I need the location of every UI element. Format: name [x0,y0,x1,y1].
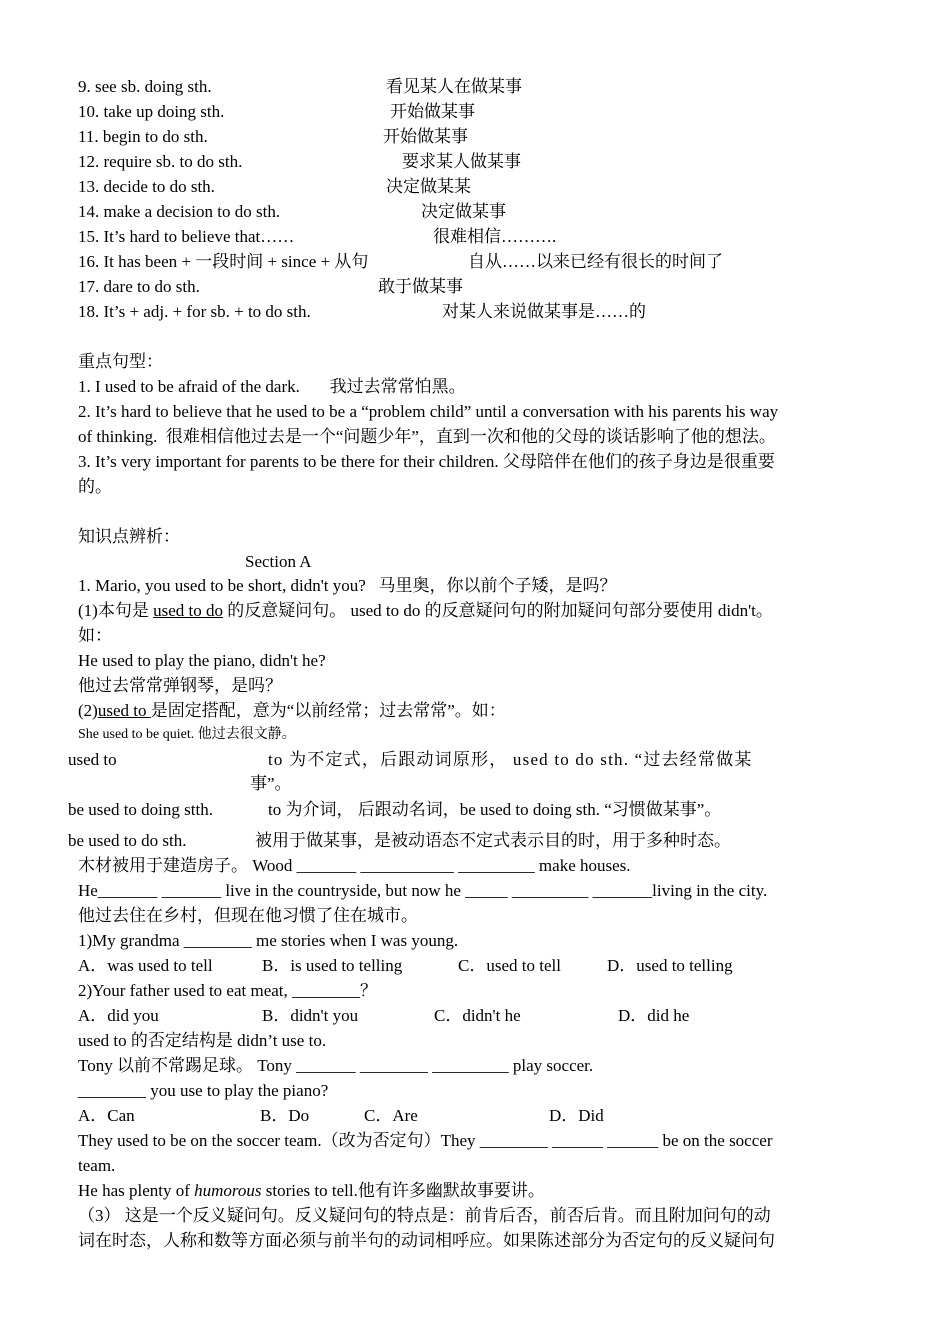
table-row-1-label: used to [68,750,117,769]
note-2-underlined: used to [97,701,151,720]
key-sentence-3-line-1: 3. It’s very important for parents to be there for their children. 父母陪伴在他们的孩子身边是很重要 [78,452,775,471]
question-1: 1. Mario, you used to be short, didn't you? 马里奥，你以前个子矮，是吗？ [78,576,617,595]
fill-blank-2-translation: 他过去住在乡村，但现在他习惯了住在城市。 [78,906,418,925]
note-1-suffix: 的反意疑问句。 used to do 的反意疑问句的附加疑问句部分要使用 didn't。 [222,601,773,620]
phrase-13-en: 13. decide to do sth. [78,177,215,196]
fill-blank-5-line-2: team. [78,1156,116,1175]
key-sentence-2-line-1: 2. It’s hard to believe that he used to be a “problem child” until a conversation with his parents his way [78,402,779,421]
phrase-10-zh: 开始做某事 [390,102,475,121]
example-2: She used to be quiet. 他过去很文静。 [78,727,296,742]
table-row-2-desc: to 为介词， 后跟动名词，be used to doing sth. “习惯做某事”。 [268,800,722,819]
fill-blank-1: 木材被用于建造房子。 Wood _______ ___________ _________ make houses. [78,856,631,875]
phrase-11-en: 11. begin to do sth. [78,127,208,146]
phrase-14-zh: 决定做某事 [421,202,506,221]
phrase-12-zh: 要求某人做某事 [402,152,521,171]
fill-4-option-a: A．Can [78,1106,135,1125]
mc-2-option-c: C．didn't he [434,1006,521,1025]
table-row-1-desc-line-2: 事”。 [250,774,292,793]
mc-1-option-c: C．used to tell [458,956,561,975]
phrase-17-en: 17. dare to do sth. [78,277,200,296]
key-sentence-2-line-2: of thinking. 很难相信他过去是一个“问题少年”，直到一次和他的父母的谈话影响了他的想法。 [78,427,776,446]
analysis-heading: 知识点辨析： [78,527,180,546]
phrase-13-zh: 决定做某某 [386,177,471,196]
example-humorous [78,1180,545,1202]
note-3-line-2: 词在时态，人称和数等方面必须与前半句的动词相呼应。如果陈述部分为否定句的反义疑问句 [78,1231,775,1250]
fill-4-option-d: D．Did [549,1106,604,1125]
example-label: 如： [78,626,112,645]
phrase-18-zh: 对某人来说做某事是……的 [442,302,646,321]
section-title: Section A [245,552,312,571]
phrase-16-zh: 自从……以来已经有很长的时间了 [468,252,723,271]
fill-blank-2: He_______ _______ live in the countryside, but now he _____ _________ _______living in the city. [78,881,768,900]
phrase-16-en: 16. It has been + 一段时间 + since + 从句 [78,252,369,271]
table-row-3-desc: 被用于做某事，是被动语态不定式表示目的时，用于多种时态。 [255,831,731,850]
fill-4-option-c: C．Are [364,1106,418,1125]
negative-form-note: used to 的否定结构是 didn’t use to. [78,1031,327,1050]
table-row-1-desc-line-1: to 为不定式，后跟动词原形， used to do sth. “过去经常做某 [268,750,753,769]
mc-2-option-d: D．did he [618,1006,690,1025]
phrase-17-zh: 敢于做某事 [378,277,463,296]
phrase-15-zh: 很难相信………. [433,227,557,246]
example-1-translation: 他过去常常弹钢琴，是吗？ [78,676,282,695]
table-row-2-label: be used to doing stth. [68,800,213,819]
mc-2-option-a: A．did you [78,1006,159,1025]
fill-blank-4: ________ you use to play the piano? [78,1081,329,1100]
key-sentences-heading: 重点句型： [78,352,163,371]
example-humorous-prefix: He has plenty of [78,1181,195,1200]
phrase-12-en: 12. require sb. to do sth. [78,152,243,171]
note-1 [78,600,773,622]
example-humorous-suffix: stories to tell.他有许多幽默故事要讲。 [261,1181,545,1200]
mc-question-2: 2)Your father used to eat meat, ________？ [78,981,378,1000]
note-2-prefix: (2) [78,701,98,720]
phrase-15-en: 15. It’s hard to believe that…… [78,227,295,246]
table-row-3-label: be used to do sth. [68,831,187,850]
note-2 [78,700,506,722]
note-1-underlined: used to do [153,601,223,620]
mc-1-option-b: B．is used to telling [262,956,403,975]
phrase-9-zh: 看见某人在做某事 [386,77,522,96]
note-3-line-1: （3） 这是一个反义疑问句。反义疑问句的特点是：前肯后否，前否后肯。而且附加问句的动 [78,1206,771,1225]
phrase-9-en: 9. see sb. doing sth. [78,77,212,96]
note-1-prefix: (1)本句是 [78,601,154,620]
example-1: He used to play the piano, didn't he? [78,651,326,670]
phrase-11-zh: 开始做某事 [383,127,468,146]
mc-2-option-b: B．didn't you [262,1006,359,1025]
fill-blank-5-line-1: They used to be on the soccer team.（改为否定句）They ________ ______ ______ be on the soccer [78,1131,773,1150]
mc-1-option-a: A．was used to tell [78,956,213,975]
fill-4-option-b: B．Do [260,1106,310,1125]
note-2-suffix: 是固定搭配，意为“以前经常；过去常常”。如： [150,701,506,720]
key-sentence-3-line-2: 的。 [78,477,112,496]
phrase-18-en: 18. It’s + adj. + for sb. + to do sth. [78,302,311,321]
mc-1-option-d: D．used to telling [607,956,733,975]
key-sentence-1: 1. I used to be afraid of the dark. 我过去常常怕黑。 [78,377,466,396]
example-humorous-italic: humorous [194,1181,262,1200]
phrase-14-en: 14. make a decision to do sth. [78,202,281,221]
fill-blank-3: Tony 以前不常踢足球。 Tony _______ ________ _________ play soccer. [78,1056,594,1075]
phrase-10-en: 10. take up doing sth. [78,102,225,121]
mc-question-1: 1)My grandma ________ me stories when I was young. [78,931,459,950]
